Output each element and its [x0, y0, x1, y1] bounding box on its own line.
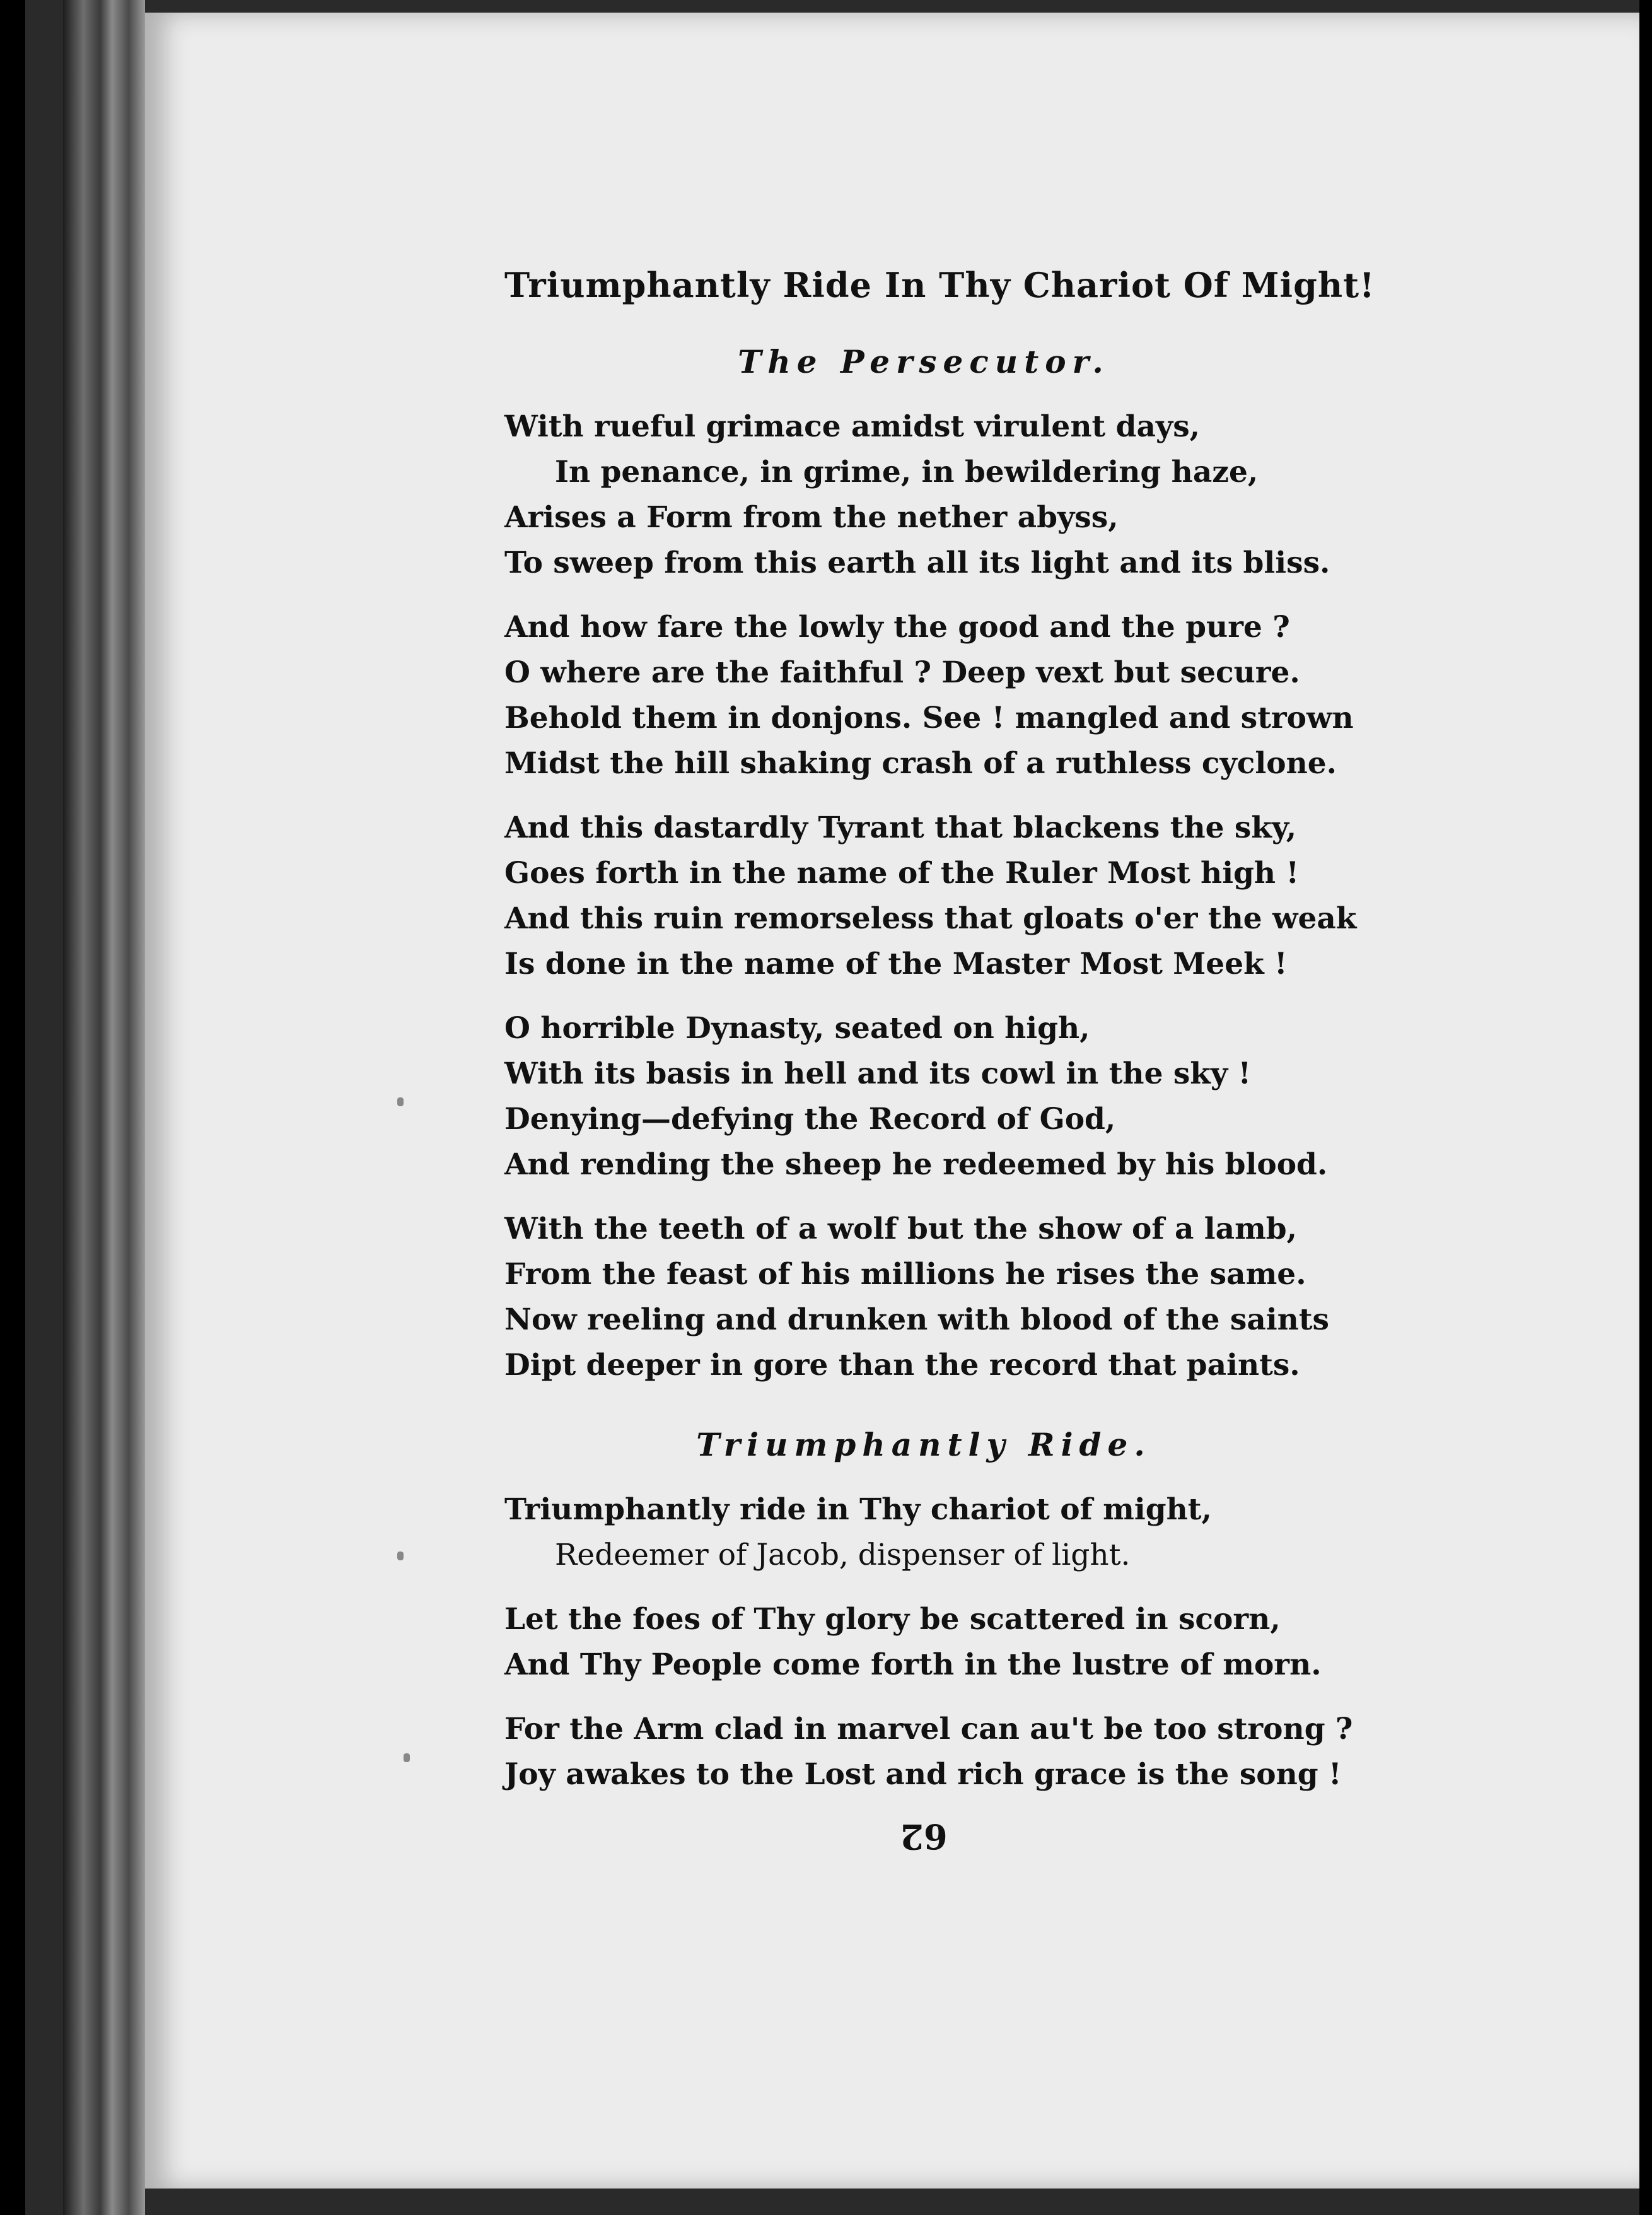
stanza	[504, 1707, 1353, 1797]
verse-line: O horrible Dynasty, seated on high,	[504, 1011, 1090, 1046]
verse-line: Behold them in donjons. See ! mangled and strown	[504, 701, 1354, 735]
verse-line: Goes forth in the name of the Ruler Most high !	[504, 856, 1300, 891]
verse-line: Joy awakes to the Lost and rich grace is the song !	[504, 1757, 1342, 1792]
verse-line: Let the foes of Thy glory be scattered in scorn,	[504, 1602, 1281, 1637]
book	[25, 0, 1639, 2215]
verse-line: Denying—defying the Record of God,	[504, 1102, 1116, 1137]
page-edges	[63, 0, 145, 2215]
verse-line: And this dastardly Tyrant that blackens the sky,	[504, 810, 1297, 845]
verse-line: Arises a Form from the nether abyss,	[504, 500, 1119, 535]
speck	[397, 1552, 404, 1560]
verse-line: Triumphantly ride in Thy chariot of might,	[504, 1492, 1212, 1527]
verse-line: Dipt deeper in gore than the record that paints.	[504, 1348, 1300, 1382]
verse-line: To sweep from this earth all its light and its bliss.	[504, 546, 1330, 580]
verse-line: For the Arm clad in marvel can au't be too strong ?	[504, 1712, 1353, 1746]
verse-line: In penance, in grime, in bewildering haze,	[555, 455, 1259, 489]
stanza	[504, 805, 1357, 987]
stanza	[504, 605, 1354, 786]
verse-line: And Thy People come forth in the lustre of morn.	[504, 1647, 1322, 1682]
verse-line: O where are the faithful ? Deep vext but secure.	[504, 655, 1300, 690]
stanza	[504, 1597, 1343, 1688]
verse-line: From the feast of his millions he rises the same.	[504, 1257, 1306, 1292]
verse-line: With rueful grimace amidst virulent days,	[504, 409, 1201, 444]
page-number: 62	[900, 1816, 948, 1857]
speck	[404, 1753, 410, 1762]
section-title: Triumphantly Ride.	[696, 1426, 1151, 1463]
speck	[397, 1097, 404, 1106]
verse-line: With its basis in hell and its cowl in the sky !	[504, 1056, 1252, 1091]
section-title: The Persecutor.	[738, 343, 1110, 380]
page-header: Triumphantly Ride In Thy Chariot Of Might!	[504, 265, 1375, 305]
verse-line: Now reeling and drunken with blood of the saints	[504, 1302, 1330, 1337]
verse-line: Is done in the name of the Master Most Meek !	[504, 947, 1288, 981]
verse-line: Midst the hill shaking crash of a ruthless cyclone.	[504, 746, 1337, 781]
verse-line: And how fare the lowly the good and the pure ?	[504, 610, 1290, 645]
verse-line: And rending the sheep he redeemed by his blood.	[504, 1147, 1328, 1182]
stanza	[504, 1006, 1343, 1188]
verse-line: And this ruin remorseless that gloats o'er the weak	[504, 901, 1357, 936]
stanza	[504, 1207, 1343, 1388]
stanza	[504, 404, 1343, 586]
page-content	[504, 265, 1375, 1857]
verse-line: Redeemer of Jacob, dispenser of light.	[555, 1538, 1131, 1572]
stanza	[504, 1487, 1343, 1578]
verse-line: With the teeth of a wolf but the show of a lamb,	[504, 1212, 1298, 1246]
